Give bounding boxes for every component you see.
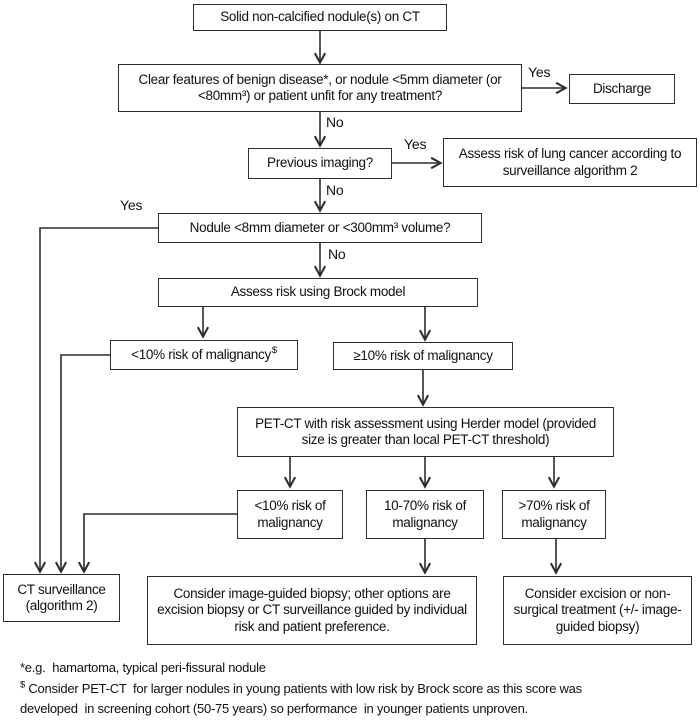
edge-label-yes-previous: Yes bbox=[404, 136, 427, 152]
node-brock-low-risk-label: <10% risk of malignancy$ bbox=[131, 345, 277, 362]
node-nodule-size-label: Nodule <8mm diameter or <300mm³ volume? bbox=[189, 219, 451, 235]
node-consider-biopsy bbox=[147, 576, 477, 645]
node-petct-herder bbox=[237, 407, 614, 457]
edge-nodule-yes-to-ctsurv bbox=[40, 228, 158, 571]
node-discharge-label: Discharge bbox=[592, 80, 652, 96]
node-ct-surveillance bbox=[3, 574, 120, 622]
node-benign-label: Clear features of benign disease*, or nodule <5mm diameter (or <80mm³) or patient unfit for any treatment? bbox=[138, 71, 502, 103]
edge-label-yes-nodule: Yes bbox=[120, 197, 143, 213]
node-nodule-size-question bbox=[158, 213, 482, 243]
node-herder-low-risk bbox=[237, 490, 343, 539]
edge-label-yes-discharge: Yes bbox=[528, 64, 551, 80]
edge-label-no-nodule: No bbox=[328, 246, 346, 262]
node-herder-high-risk bbox=[502, 490, 606, 539]
edge-herderlow-to-ctsurv bbox=[84, 514, 237, 571]
edge-brocklow-to-ctsurv bbox=[61, 355, 110, 571]
node-surveillance-algorithm2 bbox=[443, 138, 697, 187]
node-discharge bbox=[569, 74, 675, 104]
footnote-dollar-line2: developed in screening cohort (50-75 years) so performance in younger patients unproven. bbox=[20, 701, 528, 716]
node-herder-low-risk-label: <10% risk of malignancy bbox=[254, 498, 326, 530]
node-brock-low-risk bbox=[110, 340, 298, 370]
node-consider-excision bbox=[503, 576, 692, 645]
node-consider-excision-label: Consider excision or non-surgical treatment (+/- image-guided biopsy) bbox=[513, 585, 682, 634]
footnote-asterisk: *e.g. hamartoma, typical peri-fissural nodule bbox=[20, 660, 266, 675]
node-herder-mid-risk-label: 10-70% risk of malignancy bbox=[383, 498, 467, 530]
node-surveillance-algorithm2-label: Assess risk of lung cancer according to surveillance algorithm 2 bbox=[458, 146, 682, 178]
node-benign-question bbox=[118, 64, 522, 112]
node-start-label: Solid non-calcified nodule(s) on CT bbox=[220, 9, 420, 25]
node-consider-biopsy-label: Consider image-guided biopsy; other options are excision biopsy or CT surveillance guided by individual risk and patient preference. bbox=[157, 585, 467, 634]
node-previous-imaging-question bbox=[248, 148, 392, 179]
node-petct-herder-label: PET-CT with risk assessment using Herder model (provided size is greater than local PET-CT threshold) bbox=[255, 415, 596, 447]
edge-label-no-benign: No bbox=[326, 114, 344, 130]
node-brock-model bbox=[158, 278, 478, 307]
footnote-dollar-line1: $ Consider PET-CT for larger nodules in young patients with low risk by Brock score as this score was bbox=[20, 679, 582, 696]
edge-label-no-previous: No bbox=[326, 182, 344, 198]
node-brock-high-risk-label: ≥10% risk of malignancy bbox=[353, 347, 493, 363]
footnote-dollar-marker: $ bbox=[20, 679, 26, 691]
node-brock-model-label: Assess risk using Brock model bbox=[230, 284, 406, 300]
node-previous-label: Previous imaging? bbox=[267, 155, 373, 171]
node-ct-surveillance-label: CT surveillance (algorithm 2) bbox=[17, 581, 106, 613]
node-start bbox=[193, 4, 447, 31]
node-herder-mid-risk bbox=[366, 490, 484, 539]
node-brock-high-risk bbox=[333, 342, 513, 370]
node-herder-high-risk-label: >70% risk of malignancy bbox=[518, 498, 590, 530]
footnote-marker-sup: $ bbox=[271, 345, 277, 357]
